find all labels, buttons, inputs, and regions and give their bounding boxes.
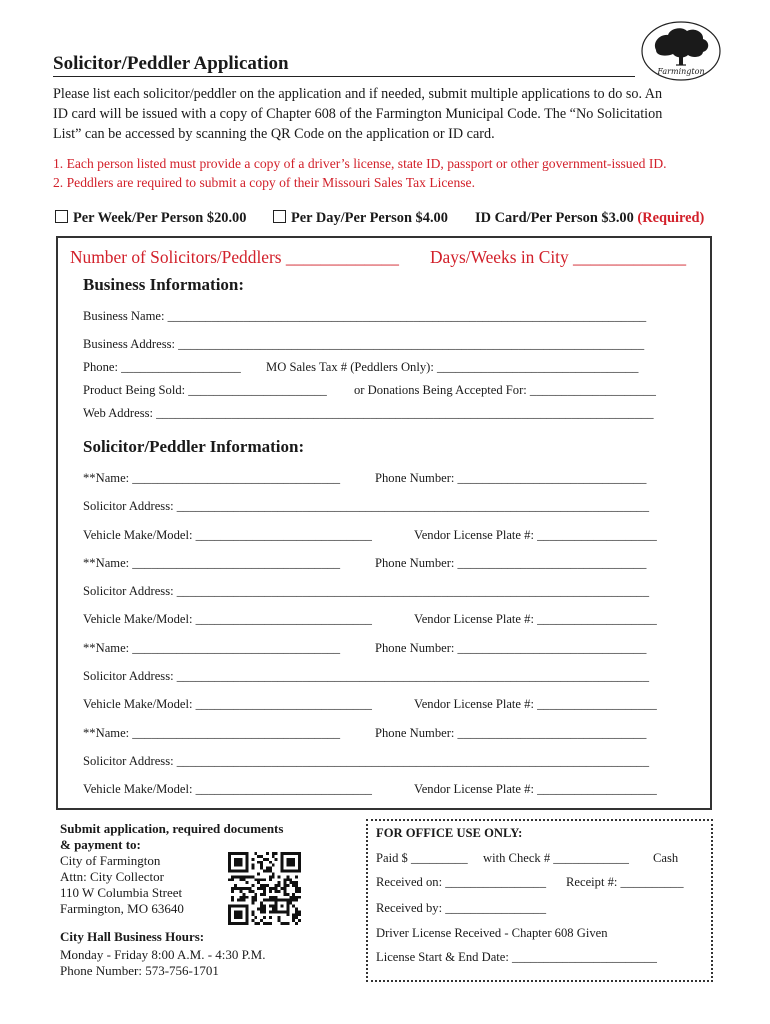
- vehicle-model-field[interactable]: Vehicle Make/Model: ____________________________: [83, 612, 372, 626]
- per-day-checkbox[interactable]: [273, 210, 286, 223]
- required-label: (Required): [637, 210, 705, 226]
- id-card-label: ID Card/Per Person $3.00: [475, 210, 634, 226]
- solicitor-address-field[interactable]: Solicitor Address: ___________________________________________________________________________: [83, 499, 650, 513]
- submit-heading-2: & payment to:: [60, 837, 141, 852]
- business-address-field[interactable]: Business Address: __________________________________________________________________________: [83, 337, 645, 351]
- solicitor-name-row: [83, 555, 701, 572]
- days-weeks-field[interactable]: Days/Weeks in City _____________: [430, 247, 687, 267]
- received-by-field[interactable]: Received by: ________________: [376, 901, 546, 915]
- fee-id-card: [475, 210, 704, 227]
- check-number-field[interactable]: with Check # ____________: [483, 851, 629, 865]
- solicitor-address-field[interactable]: Solicitor Address: ___________________________________________________________________________: [83, 669, 650, 683]
- vehicle-model-field[interactable]: Vehicle Make/Model: ____________________________: [83, 782, 372, 796]
- received-on-field[interactable]: Received on: ________________: [376, 875, 546, 889]
- business-name-field[interactable]: Business Name: ____________________________________________________________________________: [83, 309, 647, 323]
- address-line: Farmington, MO 63640: [60, 901, 184, 916]
- fee-options: [55, 210, 725, 230]
- address-line: Attn: City Collector: [60, 869, 164, 884]
- solicitor-name-row: [83, 640, 701, 657]
- per-day-label: Per Day/Per Person $4.00: [291, 210, 448, 226]
- submit-info: [60, 821, 350, 979]
- per-week-label: Per Week/Per Person $20.00: [73, 210, 247, 226]
- dl-received-line: Driver License Received - Chapter 608 Given: [376, 926, 608, 940]
- solicitor-phone-field[interactable]: Phone Number: ______________________________: [375, 471, 647, 485]
- license-plate-field[interactable]: Vendor License Plate #: ___________________: [414, 612, 657, 626]
- solicitor-info-heading: Solicitor/Peddler Information:: [83, 437, 305, 456]
- vehicle-model-field[interactable]: Vehicle Make/Model: ____________________________: [83, 697, 372, 711]
- solicitor-name-field[interactable]: **Name: _________________________________: [83, 641, 341, 655]
- product-row: [83, 382, 701, 399]
- receipt-number-field[interactable]: Receipt #: __________: [566, 875, 684, 889]
- fee-per-week: [55, 210, 246, 227]
- solicitor-phone-field[interactable]: Phone Number: ______________________________: [375, 641, 647, 655]
- paid-amount-field[interactable]: Paid $ _________: [376, 851, 468, 865]
- donations-field[interactable]: or Donations Being Accepted For: ____________________: [354, 383, 656, 397]
- city-logo: [640, 20, 722, 82]
- license-plate-field[interactable]: Vendor License Plate #: ___________________: [414, 782, 657, 796]
- business-phone-field[interactable]: Phone: ___________________: [83, 360, 241, 374]
- product-sold-field[interactable]: Product Being Sold: ______________________: [83, 383, 327, 397]
- vehicle-model-field[interactable]: Vehicle Make/Model: ____________________________: [83, 528, 372, 542]
- hours-heading: City Hall Business Hours:: [60, 929, 205, 944]
- license-plate-field[interactable]: Vendor License Plate #: ___________________: [414, 528, 657, 542]
- number-of-solicitors-field[interactable]: Number of Solicitors/Peddlers _____________: [70, 247, 399, 267]
- solicitor-phone-field[interactable]: Phone Number: ______________________________: [375, 726, 647, 740]
- paid-row: [376, 851, 706, 868]
- solicitor-address-field[interactable]: Solicitor Address: ___________________________________________________________________________: [83, 754, 650, 768]
- cash-label: Cash: [653, 851, 679, 865]
- solicitor-address-field[interactable]: Solicitor Address: ___________________________________________________________________________: [83, 584, 650, 598]
- solicitor-name-field[interactable]: **Name: _________________________________: [83, 471, 341, 485]
- solicitor-name-field[interactable]: **Name: _________________________________: [83, 726, 341, 740]
- office-use-heading: FOR OFFICE USE ONLY:: [376, 826, 523, 840]
- solicitor-vehicle-row: [83, 781, 701, 798]
- hours-text: Monday - Friday 8:00 A.M. - 4:30 P.M.: [60, 947, 266, 962]
- fee-per-day: [273, 210, 448, 227]
- intro-line: Please list each solicitor/peddler on the application and if needed, submit multiple applications to do so. An: [53, 86, 663, 102]
- solicitor-name-row: [83, 470, 701, 487]
- web-address-field[interactable]: Web Address: _______________________________________________________________________________: [83, 406, 654, 420]
- license-plate-field[interactable]: Vendor License Plate #: ___________________: [414, 697, 657, 711]
- per-week-checkbox[interactable]: [55, 210, 68, 223]
- svg-text:Farmington: Farmington: [657, 67, 705, 76]
- intro-line: ID card will be issued with a copy of Chapter 608 of the Farmington Municipal Code. The “No Solicitation: [53, 106, 663, 122]
- submit-heading: Submit application, required documents: [60, 821, 284, 836]
- tree-icon: [640, 20, 722, 82]
- intro-line: List” can be accessed by scanning the QR Code on the application or ID card.: [53, 126, 495, 142]
- qr-code-icon[interactable]: [228, 852, 301, 925]
- address-line: 110 W Columbia Street: [60, 885, 183, 900]
- mo-sales-tax-field[interactable]: MO Sales Tax # (Peddlers Only): ________________________________: [266, 360, 639, 374]
- phone-tax-row: [83, 359, 701, 376]
- requirement-id: 1. Each person listed must provide a copy of a driver’s license, state ID, passport or other government-issued ID.: [53, 156, 667, 171]
- solicitor-phone-field[interactable]: Phone Number: ______________________________: [375, 556, 647, 570]
- requirement-tax: 2. Peddlers are required to submit a copy of their Missouri Sales Tax License.: [53, 175, 475, 190]
- license-dates-field[interactable]: License Start & End Date: _______________________: [376, 950, 657, 964]
- solicitor-vehicle-row: [83, 527, 701, 544]
- solicitor-name-row: [83, 725, 701, 742]
- address-line: City of Farmington: [60, 853, 161, 868]
- qr-code-graphic: [228, 852, 301, 925]
- city-hall-phone: Phone Number: 573-756-1701: [60, 963, 219, 978]
- solicitor-name-field[interactable]: **Name: _________________________________: [83, 556, 341, 570]
- business-info-heading: Business Information:: [83, 275, 245, 294]
- received-row: [376, 875, 706, 892]
- solicitor-vehicle-row: [83, 696, 701, 713]
- solicitor-vehicle-row: [83, 611, 701, 628]
- intro-paragraph: [53, 84, 713, 144]
- page-title: Solicitor/Peddler Application: [53, 52, 635, 77]
